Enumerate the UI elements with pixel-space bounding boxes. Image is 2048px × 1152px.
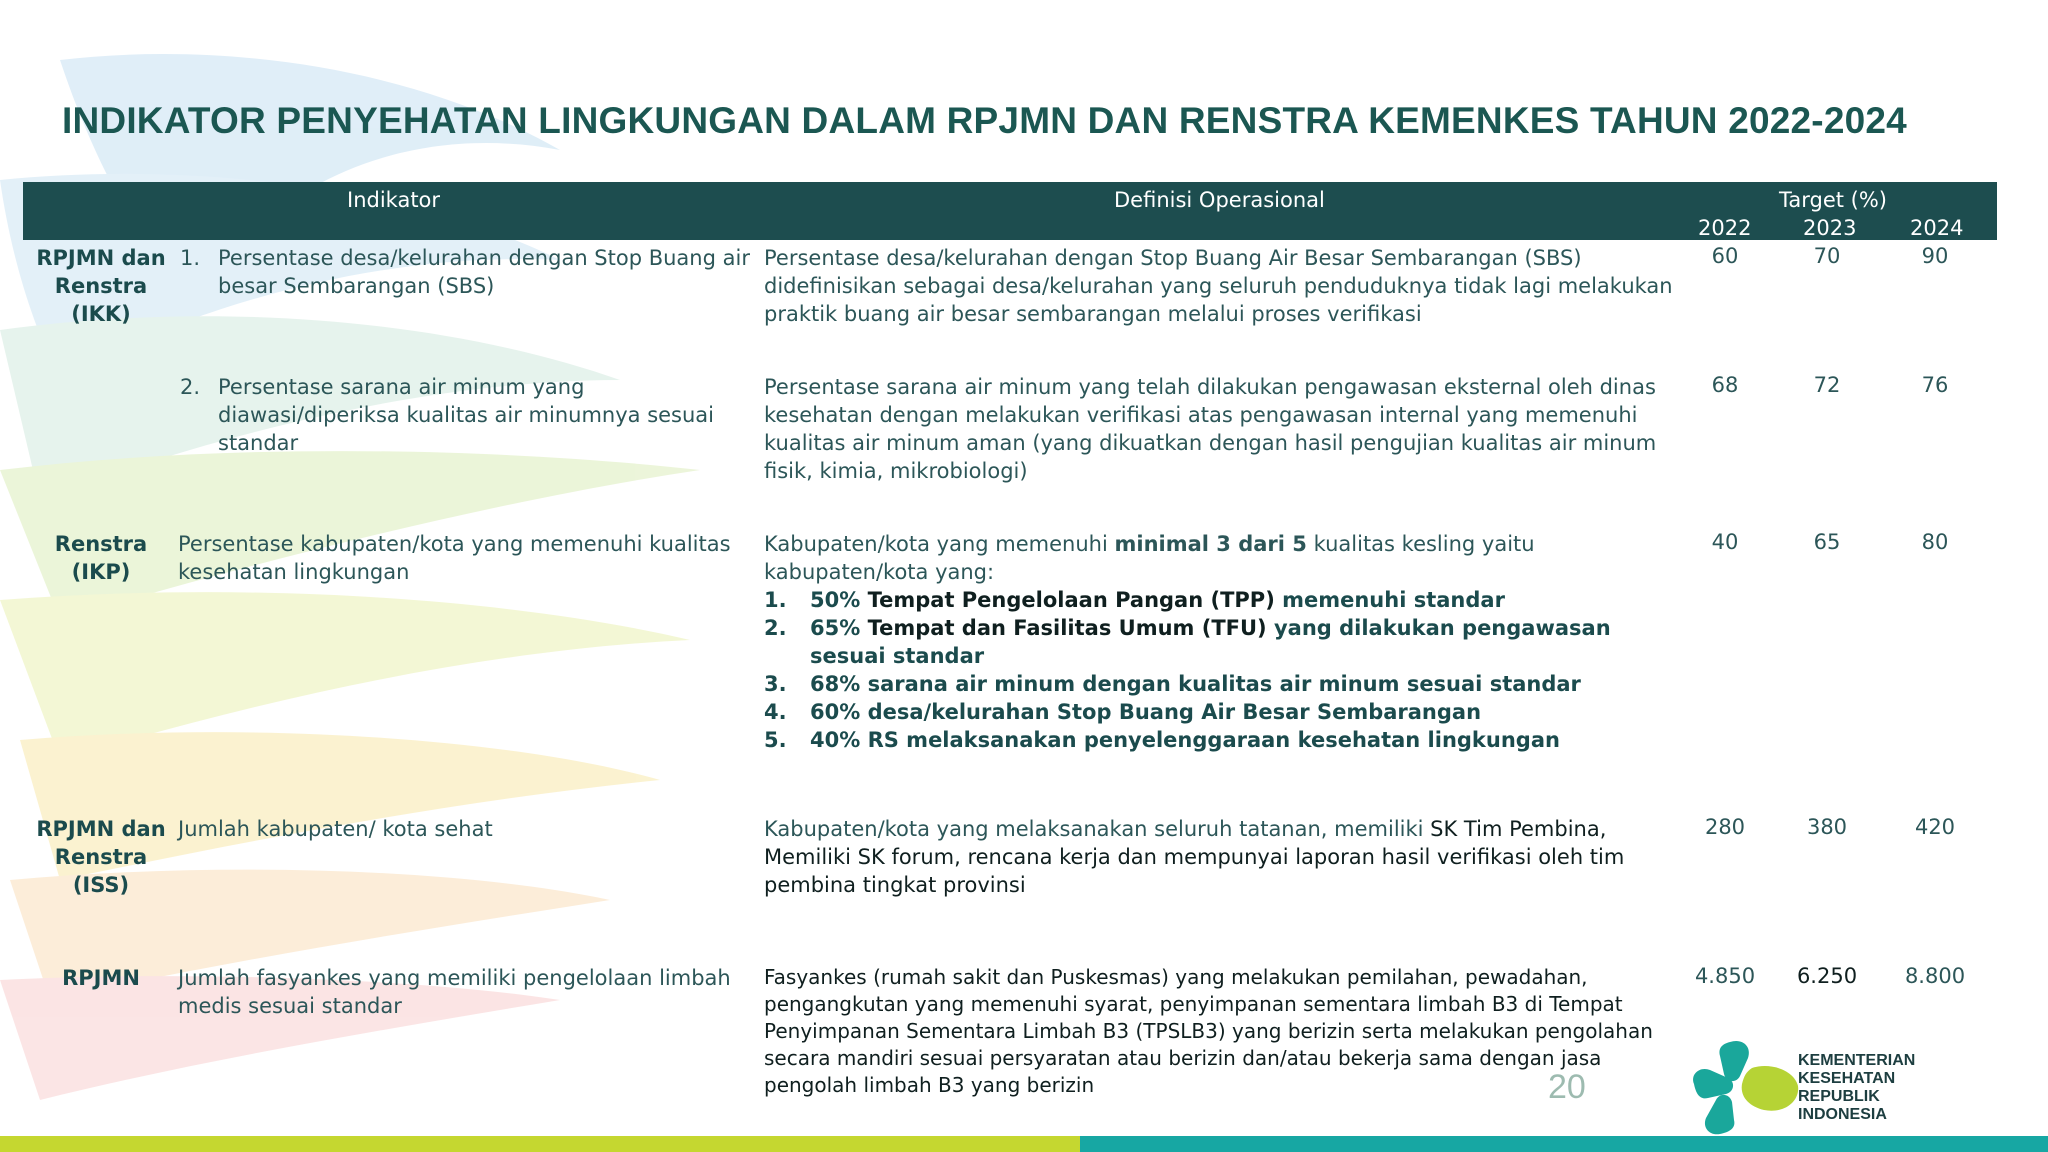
- definition-post: kualitas kesling yaitu kabupaten/kota yang:: [764, 532, 1535, 584]
- header-indikator: Indikator: [347, 188, 441, 212]
- list-item: [764, 698, 1674, 726]
- list-text-post: memenuhi standar: [1274, 588, 1505, 612]
- list-text: 50%: [810, 588, 868, 612]
- footer-bar-teal: [1080, 1136, 2048, 1152]
- target-2022: 60: [1711, 244, 1739, 268]
- definition-pre: Kabupaten/kota yang melaksanakan seluruh tatanan, memiliki: [764, 817, 1431, 841]
- indicator-text: Persentase desa/kelurahan dengan Stop Buang air besar Sembarangan (SBS): [218, 246, 750, 298]
- list-number: 1.: [764, 588, 787, 612]
- header-target: Target (%): [1779, 188, 1887, 212]
- kemenkes-logo-icon: [1690, 1038, 1800, 1138]
- target-2024: 76: [1921, 373, 1949, 397]
- header-year-2022: 2022: [1698, 216, 1752, 240]
- target-2023: 72: [1813, 373, 1841, 397]
- list-text: 65%: [810, 616, 868, 640]
- definition-bold: minimal 3 dari 5: [1114, 532, 1307, 556]
- header-year-2024: 2024: [1910, 216, 1964, 240]
- list-text: 40% RS melaksanakan penyelenggaraan kesehatan lingkungan: [810, 728, 1560, 752]
- target-2022: 68: [1711, 373, 1739, 397]
- logo-line: REPUBLIK: [1798, 1088, 1880, 1105]
- target-2024: 90: [1921, 244, 1949, 268]
- list-text-dark: Tempat Pengelolaan Pangan (TPP): [867, 588, 1275, 612]
- row-number: 2.: [180, 375, 201, 399]
- criteria-list: [764, 586, 1674, 754]
- list-text-post: yang dilakukan pengawasan sesuai standar: [810, 616, 1611, 668]
- indicator-text: Persentase kabupaten/kota yang memenuhi kualitas kesehatan lingkungan: [178, 532, 731, 584]
- target-2023: 65: [1813, 530, 1841, 554]
- row-label-iss: RPJMN dan Renstra (ISS): [36, 817, 166, 897]
- list-item: [764, 586, 1674, 614]
- page-title: INDIKATOR PENYEHATAN LINGKUNGAN DALAM RPJMN DAN RENSTRA KEMENKES TAHUN 2022-2024: [62, 100, 1907, 141]
- list-number: 2.: [764, 616, 787, 640]
- target-2022: 280: [1704, 815, 1746, 839]
- list-number: 3.: [764, 672, 787, 696]
- target-2022: 4.850: [1694, 964, 1756, 988]
- logo-line: KESEHATAN: [1798, 1070, 1896, 1087]
- kemenkes-logo-text: [1798, 1052, 1915, 1124]
- target-2024: 420: [1914, 815, 1956, 839]
- list-text-dark: Tempat dan Fasilitas Umum (TFU): [867, 616, 1267, 640]
- list-text: 60% desa/kelurahan Stop Buang Air Besar Sembarangan: [810, 700, 1482, 724]
- target-2023: 6.250: [1796, 964, 1858, 988]
- list-number: 4.: [764, 700, 787, 724]
- target-2022: 40: [1711, 530, 1739, 554]
- list-item: [764, 614, 1674, 670]
- header-definisi: Definisi Operasional: [1114, 188, 1325, 212]
- definition-text: Persentase sarana air minum yang telah dilakukan pengawasan eksternal oleh dinas kesehatan dengan melakukan verifikasi atas pengawasan internal yang memenuhi kualitas air minum aman (yang dikuatkan dengan hasil pengujian kualitas air minum fisik, kimia, mikrobiologi): [764, 375, 1657, 483]
- target-2023: 380: [1806, 815, 1848, 839]
- indicator-text: Jumlah kabupaten/ kota sehat: [178, 817, 493, 841]
- definition-dark: SK Tim Pembina, Memiliki SK forum, rencana kerja dan mempunyai laporan hasil verifikasi oleh tim pembina tingkat provinsi: [764, 817, 1625, 897]
- definition-text: [764, 530, 1674, 754]
- target-2024: 80: [1921, 530, 1949, 554]
- row-number: 1.: [180, 246, 201, 270]
- definition-pre: Kabupaten/kota yang memenuhi: [764, 532, 1115, 556]
- definition-text: Fasyankes (rumah sakit dan Puskesmas) yang melakukan pemilahan, pewadahan, pengangkutan yang memenuhi syarat, penyimpanan sementara limbah B3 di Tempat Penyimpanan Sementara Limbah B3 (TPSLB3) yang berizin serta melakukan pengolahan secara mandiri sesuai persyaratan atau berizin dan/atau bekerja sama dengan jasa pengolah limbah B3 yang berizin: [764, 965, 1653, 1097]
- list-text: 68% sarana air minum dengan kualitas air minum sesuai standar: [810, 672, 1581, 696]
- logo-line: INDONESIA: [1798, 1106, 1887, 1123]
- target-2024: 8.800: [1904, 964, 1966, 988]
- list-number: 5.: [764, 728, 787, 752]
- row-label-rpjmn: RPJMN: [62, 966, 140, 990]
- row-label-ikk: RPJMN dan Renstra (IKK): [36, 246, 166, 326]
- row-label-ikp: Renstra (IKP): [54, 532, 148, 584]
- list-item: [764, 670, 1674, 698]
- list-item: [764, 726, 1674, 754]
- definition-text: [764, 815, 1674, 899]
- logo-line: KEMENTERIAN: [1798, 1052, 1916, 1069]
- indicator-text: Jumlah fasyankes yang memiliki pengelolaan limbah medis sesuai standar: [178, 966, 731, 1018]
- indicator-text: Persentase sarana air minum yang diawasi/diperiksa kualitas air minumnya sesuai standar: [218, 375, 715, 455]
- target-2023: 70: [1813, 244, 1841, 268]
- footer-bar-green: [0, 1136, 1080, 1152]
- definition-text: Persentase desa/kelurahan dengan Stop Buang Air Besar Sembarangan (SBS) didefinisikan sebagai desa/kelurahan yang seluruh penduduknya tidak lagi melakukan praktik buang air besar sembarangan melalui proses verifikasi: [764, 246, 1673, 326]
- page-number: 20: [1548, 1068, 1586, 1106]
- header-year-2023: 2023: [1803, 216, 1857, 240]
